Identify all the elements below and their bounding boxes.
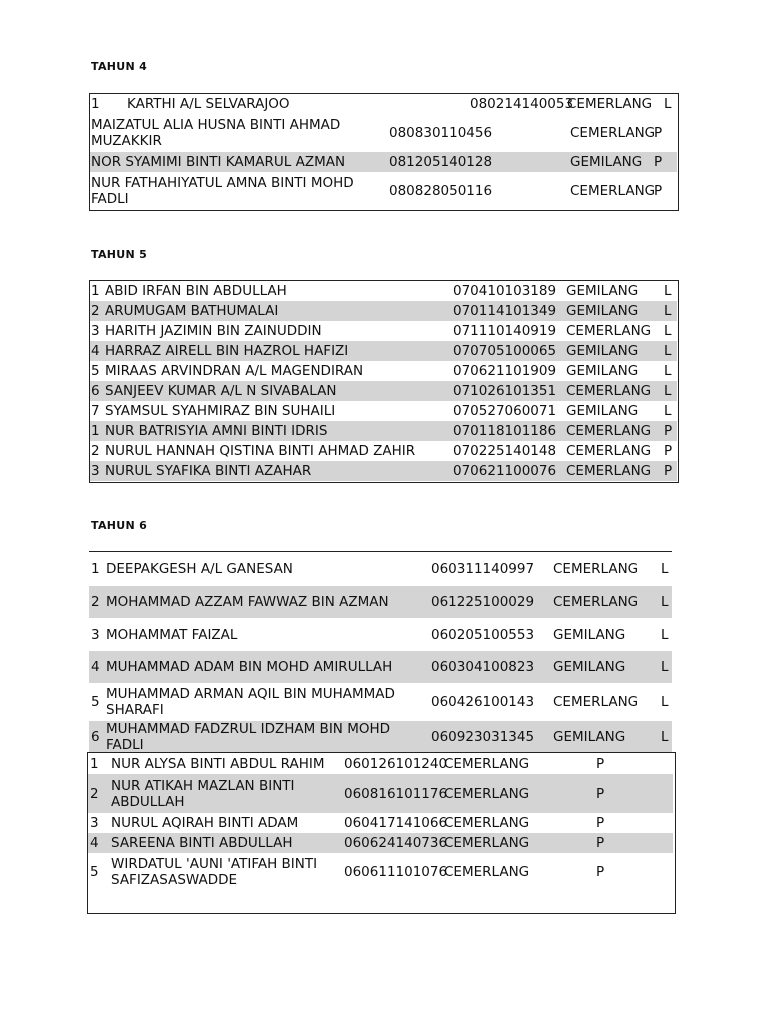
row-number: 1 [91,561,100,577]
student-name: NURUL AQIRAH BINTI ADAM [111,815,299,831]
student-name: MAIZATUL ALIA HUSNA BINTI AHMAD MUZAKKIR [91,117,341,149]
gender: L [661,561,669,577]
grade: CEMERLANG [566,463,652,479]
student-name: NUR ALYSA BINTI ABDUL RAHIM [111,756,325,772]
student-name: NUR ATIKAH MAZLAN BINTI ABDULLAH [111,777,295,810]
grade: CEMERLANG [444,815,530,831]
ic-number: 080214140053 [470,96,574,112]
student-name: SANJEEV KUMAR A/L N SIVABALAN [105,383,337,399]
student-name: KARTHI A/L SELVARAJOO [127,96,290,112]
row-number: 2 [90,785,99,802]
table-row [90,421,677,441]
table-row [90,341,677,361]
table-row [88,853,673,891]
student-name: MUHAMMAD FADZRUL IDZHAM BIN MOHD FADLI [106,720,391,753]
tahun-6-top-rule [89,551,672,552]
table-row [90,114,677,152]
ic-number: 060816101176 [344,785,448,802]
student-name: DEEPAKGESH A/L GANESAN [106,561,293,577]
gender: P [654,154,663,170]
row-number: 6 [91,728,100,745]
grade: CEMERLANG [566,323,652,339]
gender: L [664,303,672,319]
gender: L [661,659,669,675]
grade: GEMILANG [553,728,626,745]
grade: CEMERLANG [566,423,652,439]
grade: CEMERLANG [553,561,639,577]
row-number: 1 [90,756,99,772]
gender: P [664,463,673,479]
student-name: MOHAMMAD AZZAM FAWWAZ BIN AZMAN [106,594,389,610]
ic-number: 070114101349 [453,303,557,319]
row-number: 3 [90,815,99,831]
grade: CEMERLANG [444,864,530,880]
table-row [89,651,672,683]
row-number: 3 [91,626,100,643]
row-number: 6 [91,383,100,399]
ic-number: 070621100076 [453,463,557,479]
table-row [90,381,677,401]
gender: P [654,125,663,141]
grade: GEMILANG [566,403,639,419]
table-row [90,172,677,209]
gender: L [664,343,672,359]
ic-number: 060205100553 [431,626,535,643]
ic-number: 071026101351 [453,383,557,399]
gender: P [596,815,605,831]
table-row [89,684,672,720]
student-name: WIRDATUL 'AUNI 'ATIFAH BINTI SAFIZASASWADDE [111,856,318,888]
section-heading-tahun-6: TAHUN 6 [91,519,148,532]
student-name: SYAMSUL SYAHMIRAZ BIN SUHAILI [105,403,336,419]
table-row [88,754,673,774]
student-name: MUHAMMAD ARMAN AQIL BIN MUHAMMAD SHARAFI [106,686,395,718]
grade: CEMERLANG [566,383,652,399]
ic-number: 070621101909 [453,363,557,379]
grade: GEMILANG [570,154,643,170]
table-row [90,461,677,481]
grade: CEMERLANG [444,785,530,802]
gender: P [596,756,605,772]
row-number: 4 [91,343,100,359]
table-row [89,619,672,650]
ic-number: 060923031345 [431,728,535,745]
row-number: 1 [91,423,100,439]
grade: CEMERLANG [570,125,656,141]
row-number: 2 [91,443,100,459]
ic-number: 060417141066 [344,815,448,831]
student-name: ABID IRFAN BIN ABDULLAH [105,283,287,299]
student-name: HARITH JAZIMIN BIN ZAINUDDIN [105,323,322,339]
ic-number: 070410103189 [453,283,557,299]
ic-number: 060311140997 [431,561,535,577]
gender: P [596,785,605,802]
student-name: MIRAAS ARVINDRAN A/L MAGENDIRAN [105,363,364,379]
table-row [90,401,677,421]
gender: P [664,423,673,439]
ic-number: 060304100823 [431,659,535,675]
grade: CEMERLANG [444,756,530,772]
row-number: 3 [91,463,100,479]
grade: CEMERLANG [566,443,652,459]
gender: L [664,363,672,379]
grade: CEMERLANG [553,694,639,710]
ic-number: 060426100143 [431,694,535,710]
student-name: ARUMUGAM BATHUMALAI [105,303,279,319]
student-name: SAREENA BINTI ABDULLAH [111,835,293,851]
table-row [90,152,677,172]
ic-number: 061225100029 [431,594,535,610]
ic-number: 081205140128 [389,154,493,170]
gender: P [664,443,673,459]
gender: L [661,694,669,710]
gender: P [596,864,605,880]
student-name: NUR FATHAHIYATUL AMNA BINTI MOHD FADLI [91,174,354,207]
row-number: 5 [90,864,99,880]
grade: CEMERLANG [444,835,530,851]
ic-number: 060624140736 [344,835,448,851]
gender: L [664,283,672,299]
row-number: 7 [91,403,100,419]
row-number: 5 [91,363,100,379]
table-row [89,553,672,585]
grade: GEMILANG [553,626,626,643]
table-row [89,586,672,618]
student-name: NOR SYAMIMI BINTI KAMARUL AZMAN [91,154,346,170]
gender: L [664,383,672,399]
gender: L [661,594,669,610]
gender: L [664,96,672,112]
table-row [90,321,677,341]
student-name: NUR BATRISYIA AMNI BINTI IDRIS [105,423,328,439]
ic-number: 070705100065 [453,343,557,359]
ic-number: 070527060071 [453,403,557,419]
student-name: MUHAMMAD ADAM BIN MOHD AMIRULLAH [106,659,393,675]
student-name: NURUL SYAFIKA BINTI AZAHAR [105,463,312,479]
gender: L [664,323,672,339]
row-number: 1 [91,96,100,112]
row-number: 2 [91,594,100,610]
ic-number: 060611101076 [344,864,448,880]
ic-number: 071110140919 [453,323,557,339]
table-row [88,813,673,833]
gender: L [664,403,672,419]
section-heading-tahun-4: TAHUN 4 [91,60,148,73]
row-number: 5 [91,694,100,710]
student-name: NURUL HANNAH QISTINA BINTI AHMAD ZAHIR [105,443,416,459]
student-name: MOHAMMAT FAIZAL [106,626,238,643]
row-number: 4 [90,835,99,851]
ic-number: 070225140148 [453,443,557,459]
gender: P [596,835,605,851]
ic-number: 070118101186 [453,423,557,439]
row-number: 4 [91,659,100,675]
grade: GEMILANG [566,343,639,359]
table-row [88,774,673,813]
gender: L [661,626,669,643]
ic-number: 080828050116 [389,182,493,199]
table-row [88,833,673,853]
table-row [89,721,672,752]
grade: GEMILANG [553,659,626,675]
table-row [90,281,677,301]
grade: CEMERLANG [570,182,656,199]
grade: GEMILANG [566,363,639,379]
grade: GEMILANG [566,303,639,319]
section-heading-tahun-5: TAHUN 5 [91,248,148,261]
ic-number: 080830110456 [389,125,493,141]
student-name: HARRAZ AIRELL BIN HAZROL HAFIZI [105,343,349,359]
grade: GEMILANG [566,283,639,299]
row-number: 2 [91,303,100,319]
grade: CEMERLANG [567,96,653,112]
table-row [90,94,677,114]
table-row [90,301,677,321]
row-number: 1 [91,283,100,299]
table-row [90,441,677,461]
gender: P [654,182,663,199]
ic-number: 060126101240 [344,756,448,772]
gender: L [661,728,669,745]
grade: CEMERLANG [553,594,639,610]
row-number: 3 [91,323,100,339]
table-row [90,361,677,381]
